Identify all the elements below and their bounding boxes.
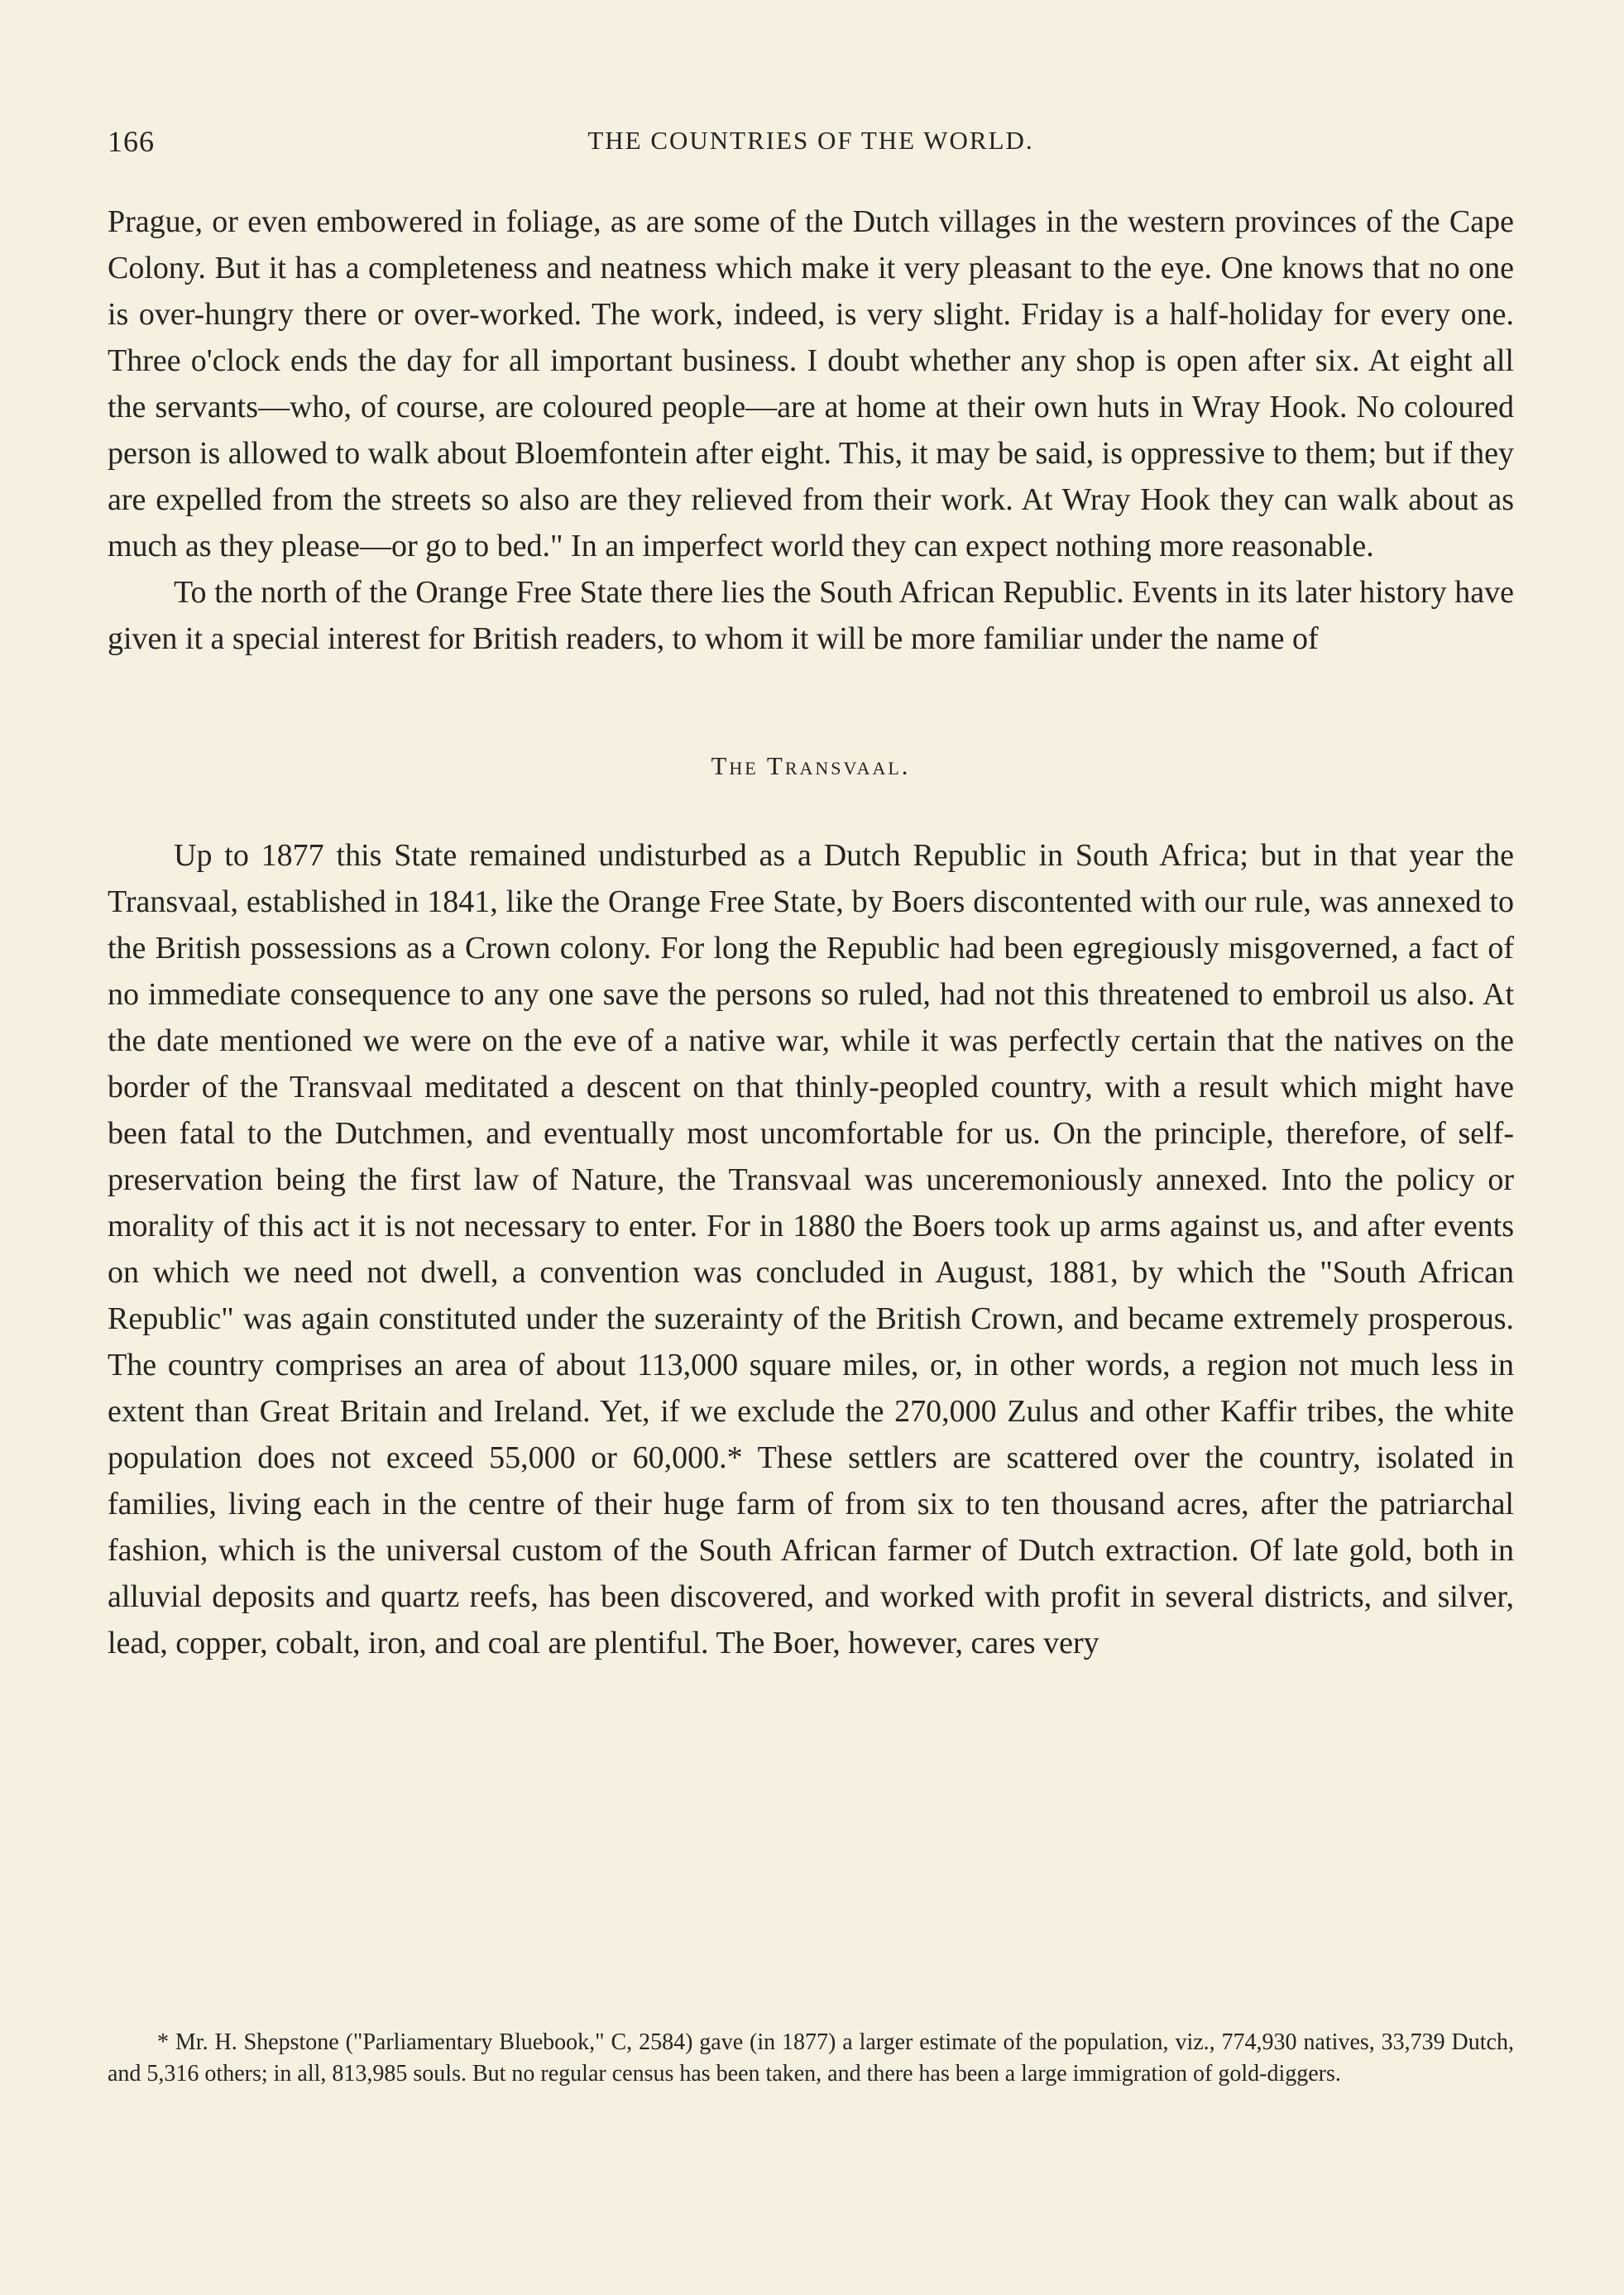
running-title: THE COUNTRIES OF THE WORLD. xyxy=(587,126,1034,155)
section-heading: The Transvaal. xyxy=(711,751,911,780)
body-text xyxy=(108,199,1514,1666)
paragraph-continuation: Prague, or even embowered in foliage, as are some of the Dutch villages in the western provinces of the Cape Colony. But it has a completeness and neatness which make it very pleasant to the eye. One knows that no one is over-hungry there or over-worked. The work, indeed, is very slight. Friday is a half-holiday for every one. Three o'clock ends the day for all important business. I doubt whether any shop is open after six. At eight all the servants—who, of course, are coloured people—are at home at their own huts in Wray Hook. No coloured person is allowed to walk about Bloemfontein after eight. This, it may be said, is oppressive to them; but if they are expelled from the streets so also are they relieved from their work. At Wray Hook they can walk about as much as they please—or go to bed." In an imperfect world they can expect nothing more reasonable. xyxy=(108,204,1514,563)
paragraph-transvaal: Up to 1877 this State remained undisturbed as a Dutch Republic in South Africa; but in that year the Transvaal, established in 1841, like the Orange Free State, by Boers discontented with our rule, was annexed to the British possessions as a Crown colony. For long the Republic had been egregiously misgoverned, a fact of no immediate consequence to any one save the persons so ruled, had not this threatened to embroil us also. At the date mentioned we were on the eve of a native war, while it was perfectly certain that the natives on the border of the Transvaal meditated a descent on that thinly-peopled country, with a result which might have been fatal to the Dutchmen, and eventually most uncomfortable for us. On the principle, therefore, of self-preservation being the first law of Nature, the Transvaal was unceremoniously annexed. Into the policy or morality of this act it is not necessary to enter. For in 1880 the Boers took up arms against us, and after events on which we need not dwell, a convention was concluded in August, 1881, by which the "South African Republic" was again constituted under the suzerainty of the British Crown, and became extremely prosperous. The country comprises an area of about 113,000 square miles, or, in other words, a region not much less in extent than Great Britain and Ireland. Yet, if we exclude the 270,000 Zulus and other Kaffir tribes, the white population does not exceed 55,000 or 60,000.* These settlers are scattered over the country, isolated in families, living each in the centre of their huge farm of from six to ten thousand acres, after the patriarchal fashion, which is the universal custom of the South African farmer of Dutch extraction. Of late gold, both in alluvial deposits and quartz reefs, has been discovered, and worked with profit in several districts, and silver, lead, copper, cobalt, iron, and coal are plentiful. The Boer, however, cares very xyxy=(108,838,1514,1660)
footnote: * Mr. H. Shepstone ("Parliamentary Bluebook," C, 2584) gave (in 1877) a larger estimate of the population, viz., 774,930 natives, 33,739 Dutch, and 5,316 others; in all, 813,985 souls. But no regular census has been taken, and there has been a large immigration of gold-diggers. xyxy=(108,2029,1514,2087)
page-number: 166 xyxy=(108,125,155,158)
paragraph-orange-free-state: To the north of the Orange Free State there lies the South African Republic. Events in its later history have given it a special interest for British readers, to whom it will be more familiar under the name of xyxy=(108,575,1514,656)
page-header xyxy=(108,124,1514,165)
